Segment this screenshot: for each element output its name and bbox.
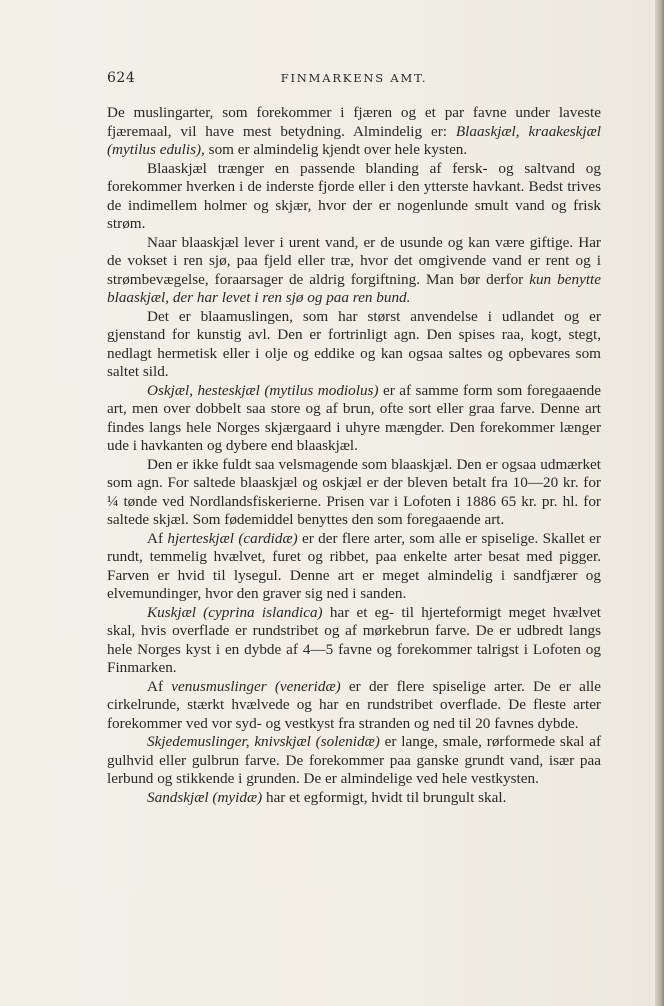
text-run: Af [147, 677, 172, 695]
paragraph [107, 789, 601, 808]
paragraph [107, 104, 601, 160]
italic-term: Skjedemuslinger, knivskjæl (solenidæ) [147, 733, 380, 750]
text-run: Naar blaaskjæl lever i urent vand, er de usunde og kan være giftige. Har de vokset i ren sjø, paa fjeld eller træ, hvor det omgivende vand er rent og i strømbevægelse, foraarsager de aldrig forgiftning. Man bør derfor [107, 233, 601, 288]
text-run: er der flere spiselige arter. De er alle cirkelrunde, stærkt hvælvede og har en rundstribet overflade. De fleste arter forekommer ved vor syd- og vestkyst fra stranden og ned til 20 favnes dybde. [107, 677, 602, 732]
body-text [107, 104, 601, 807]
italic-term: Sandskjæl (myidæ) [147, 788, 263, 806]
text-run: er lange, smale, rørformede skal af gulhvid eller gulbrun farve. De forekommer paa ganske grundt vand, især paa lerbund og stikkende i grunden. De er almindelige ved hele vestkysten. [107, 733, 602, 787]
paragraph [107, 733, 601, 789]
paragraph [107, 530, 601, 604]
paragraph [107, 308, 601, 382]
text-run: har et eg- til hjerteformigt meget hvælvet skal, hvis overflade er rundstribet og af mørkebrun farve. De er udbredt langs hele Norges kyst i en dybde af 4—5 favne og forekommer talrigst i Lofoten og Finmarken. [107, 603, 602, 676]
paragraph [107, 234, 601, 308]
italic-term: Kuskjæl (cyprina islandica) [147, 603, 323, 621]
italic-term: Blaaskjæl, kraakeskjæl (mytilus edulis), [107, 122, 601, 158]
italic-term: hjerteskjæl (cardidæ) [167, 529, 298, 547]
italic-term: venusmuslinger (veneridæ) [171, 677, 341, 695]
text-run: har et egformigt, hvidt til brungult skal. [262, 788, 507, 806]
paragraph [107, 604, 601, 678]
paragraph [107, 382, 601, 456]
page-number: 624 [107, 70, 136, 86]
paragraph [107, 456, 601, 530]
text-run: er der flere arter, som alle er spiselige. Skallet er rundt, temmelig hvælvet, furet og ribbet, paa enkelte arter besat med pigger. Farven er hvid til lysegul. Denne art er meget almindelig i sandfjærer og elvemundinger, hvor den graver sig ned i sanden. [107, 529, 601, 602]
paragraph [107, 160, 601, 234]
page-edge [655, 0, 664, 1006]
text-run: De muslingarter, som forekommer i fjæren og et par favne under laveste fjæremaal, vil have mest betydning. Almindelig er: [107, 104, 601, 140]
text-run: Den er ikke fuldt saa velsmagende som blaaskjæl. Den er ogsaa udmærket som agn. For saltede blaaskjæl og oskjæl er der bleven betalt fra 10—20 kr. for ¼ tønde ved Nordlandsfiskerierne. Prisen var i Lofoten i 1886 65 kr. pr. hl. for saltede skjæl. Som fødemiddel benyttes den som foregaaende art. [107, 455, 601, 528]
text-run: som er almindelig kjendt over hele kysten. [204, 141, 468, 158]
italic-term: kun benytte blaaskjæl, der har levet i ren sjø og paa ren bund. [107, 270, 601, 306]
running-head: FINMARKENS AMT. [280, 71, 428, 85]
text-run: Det er blaamuslingen, som har størst anvendelse i udlandet og er gjenstand for kunstig avl. Den er fortrinligt agn. Den spises raa, kogt, stegt, nedlagt hermetisk eller i olje og eddike og kan ogsaa saltes og opbevares som saltet sild. [107, 307, 601, 380]
text-run: Blaaskjæl trænger en passende blanding af fersk- og saltvand og forekommer hverken i de inderste fjorde eller i den ytterste havkant. Bedst trives de indimellem holmer og skjær, hvor der er nogenlunde smult vand og frisk strøm. [107, 159, 601, 232]
paragraph [107, 678, 601, 734]
text-run: Af [147, 529, 168, 547]
text-run: er af samme form som foregaaende art, men over dobbelt saa store og af brun, ofte sort eller graa farve. Denne art findes langs hele Norges skjærgaard i uhyre mængder. Den forekommer længer ude i havkanten og dybere end blaaskjæl. [107, 381, 601, 454]
page-header [107, 70, 601, 90]
italic-term: Oskjæl, hesteskjæl (mytilus modiolus) [147, 381, 379, 399]
